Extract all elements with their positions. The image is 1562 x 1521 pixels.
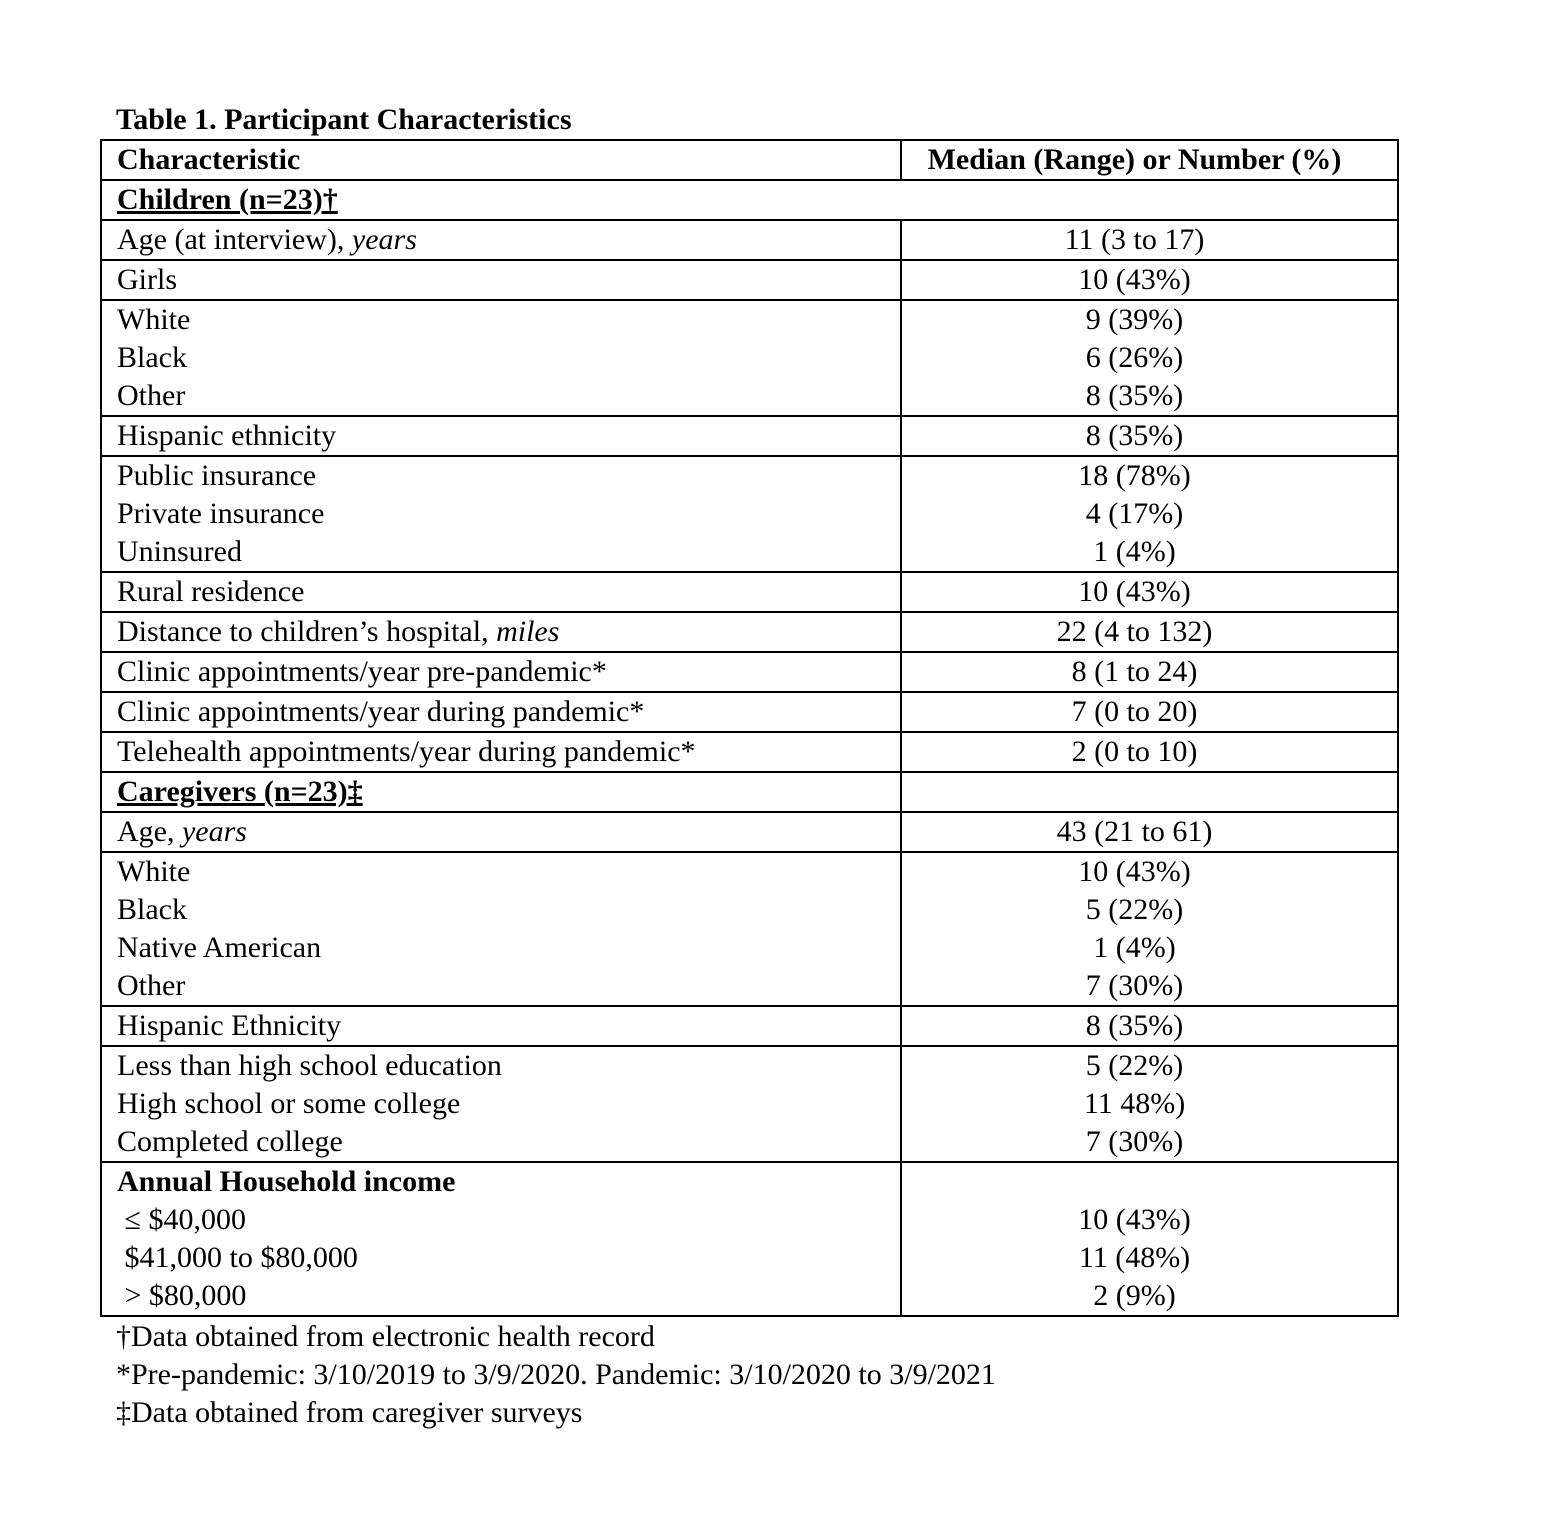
table-header-row: [101, 140, 1398, 180]
row-label: Age, years: [101, 812, 901, 852]
table-row: [101, 732, 1398, 772]
row-value: 10 (43%): [901, 260, 1398, 300]
row-label: Hispanic ethnicity: [101, 416, 901, 456]
header-median-number: Median (Range) or Number (%): [901, 140, 1398, 180]
table-row: [101, 812, 1398, 852]
row-value: 11 (3 to 17): [901, 220, 1398, 260]
footnotes: [116, 1318, 996, 1432]
row-value: 18 (78%) 4 (17%) 1 (4%): [901, 456, 1398, 572]
row-value: 8 (35%): [901, 1006, 1398, 1046]
row-label: Rural residence: [101, 572, 901, 612]
table-row: [101, 220, 1398, 260]
table-row: [101, 1162, 1398, 1316]
row-label: Telehealth appointments/year during pandemic*: [101, 732, 901, 772]
row-value: 10 (43%): [901, 572, 1398, 612]
row-label: Less than high school education High school or some college Completed college: [101, 1046, 901, 1162]
row-label: Public insurance Private insurance Uninsured: [101, 456, 901, 572]
row-label: Clinic appointments/year pre-pandemic*: [101, 652, 901, 692]
row-value: 8 (35%): [901, 416, 1398, 456]
participant-characteristics-table: [100, 139, 1399, 1317]
table-row: [101, 1006, 1398, 1046]
caregivers-section-label: Caregivers (n=23)‡: [101, 772, 901, 812]
header-characteristic: Characteristic: [101, 140, 901, 180]
table-row: [101, 612, 1398, 652]
table-row: [101, 692, 1398, 732]
table-row: [101, 416, 1398, 456]
footnote: †Data obtained from electronic health record: [116, 1320, 655, 1353]
footnote: *Pre-pandemic: 3/10/2019 to 3/9/2020. Pandemic: 3/10/2020 to 3/9/2021: [116, 1358, 996, 1391]
table-row: [101, 456, 1398, 572]
row-value: 5 (22%) 11 48%) 7 (30%): [901, 1046, 1398, 1162]
row-value: 22 (4 to 132): [901, 612, 1398, 652]
row-label: Age (at interview), years: [101, 220, 901, 260]
table-row: [101, 652, 1398, 692]
row-value: 10 (43%) 5 (22%) 1 (4%) 7 (30%): [901, 852, 1398, 1006]
table-row: [101, 852, 1398, 1006]
table-row: [101, 572, 1398, 612]
row-label: White Black Other: [101, 300, 901, 416]
row-value: [901, 772, 1398, 812]
row-value: 2 (0 to 10): [901, 732, 1398, 772]
children-section-row: [101, 180, 1398, 220]
row-value: 7 (0 to 20): [901, 692, 1398, 732]
table-title: Table 1. Participant Characteristics: [116, 103, 572, 136]
row-value: 10 (43%) 11 (48%) 2 (9%): [901, 1162, 1398, 1316]
caregivers-section-row: [101, 772, 1398, 812]
table-row: [101, 1046, 1398, 1162]
table-row: [101, 300, 1398, 416]
row-label: Hispanic Ethnicity: [101, 1006, 901, 1046]
row-value: 8 (1 to 24): [901, 652, 1398, 692]
children-section-label: Children (n=23)†: [101, 180, 1398, 220]
footnote: ‡Data obtained from caregiver surveys: [116, 1396, 583, 1429]
row-label: Clinic appointments/year during pandemic*: [101, 692, 901, 732]
row-label: Distance to children’s hospital, miles: [101, 612, 901, 652]
table-row: [101, 260, 1398, 300]
row-label: Girls: [101, 260, 901, 300]
row-value: 9 (39%) 6 (26%) 8 (35%): [901, 300, 1398, 416]
row-value: 43 (21 to 61): [901, 812, 1398, 852]
row-label: Annual Household income ≤ $40,000 $41,000 to $80,000 > $80,000: [101, 1162, 901, 1316]
row-label: White Black Native American Other: [101, 852, 901, 1006]
